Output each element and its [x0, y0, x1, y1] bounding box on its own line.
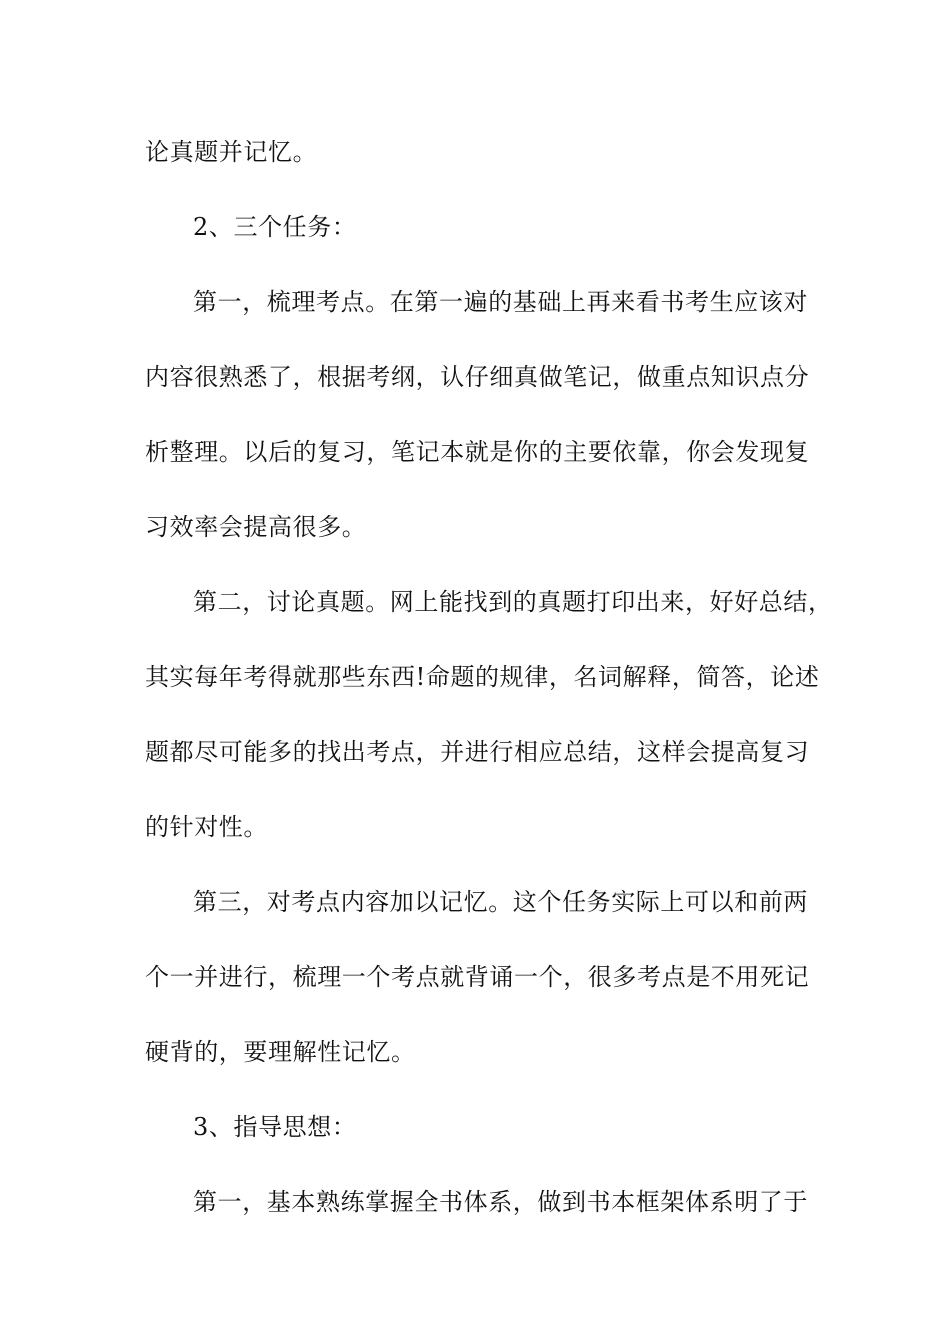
paragraph-guideline-start: 第一，基本熟练掌握全书体系，做到书本框架体系明了于 — [193, 1188, 808, 1216]
paragraph-third-start: 第三，对考点内容加以记忆。这个任务实际上可以和前两 — [193, 888, 808, 916]
text-line: 习效率会提高很多。 — [145, 513, 367, 541]
section-heading-2: 2、三个任务： — [193, 213, 357, 241]
text-line: 题都尽可能多的找出考点，并进行相应总结，这样会提高复习 — [145, 738, 810, 766]
text-line: 硬背的，要理解性记忆。 — [145, 1038, 416, 1066]
text-line: 析整理。以后的复习，笔记本就是你的主要依靠，你会发现复 — [145, 438, 810, 466]
text-line: 个一并进行，梳理一个考点就背诵一个，很多考点是不用死记 — [145, 963, 810, 991]
paragraph-first-start: 第一，梳理考点。在第一遍的基础上再来看书考生应该对 — [193, 288, 808, 316]
section-heading-3: 3、指导思想： — [193, 1113, 357, 1141]
text-line: 内容很熟悉了，根据考纲，认仔细真做笔记，做重点知识点分 — [145, 363, 810, 391]
paragraph-second-start: 第二，讨论真题。网上能找到的真题打印出来，好好总结， — [193, 588, 833, 616]
text-line: 论真题并记忆。 — [145, 138, 318, 166]
text-line: 其实每年考得就那些东西!命题的规律，名词解释，简答，论述 — [145, 663, 820, 691]
text-line: 的针对性。 — [145, 813, 268, 841]
